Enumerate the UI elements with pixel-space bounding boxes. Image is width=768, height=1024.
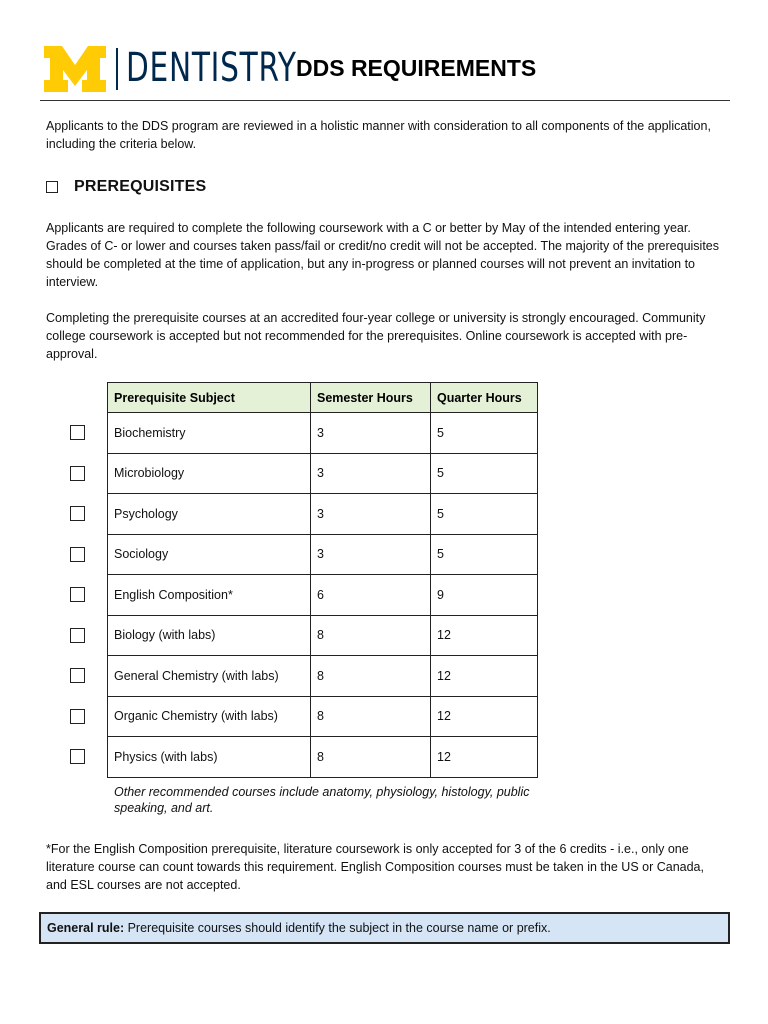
footnote-text: *For the English Composition prerequisite, literature coursework is only accepted for 3 of the 6 credits - i.e., only one literature course can count towards this requirement. English Composition courses must be taken in the US or Canada, and ESL courses are not accepted. <box>46 842 704 892</box>
semester-hours-cell: 3 <box>311 494 431 535</box>
table-row <box>108 737 538 778</box>
semester-hours-cell: 6 <box>311 575 431 616</box>
table-row <box>108 615 538 656</box>
quarter-hours-cell: 9 <box>431 575 538 616</box>
checkbox-general-chemistry[interactable] <box>70 668 85 683</box>
semester-hours-cell: 3 <box>311 534 431 575</box>
table-row <box>108 656 538 697</box>
requirements-paragraph <box>46 219 728 291</box>
table-header-row <box>108 383 538 413</box>
quarter-hours-cell: 5 <box>431 413 538 454</box>
checkbox-organic-chemistry[interactable] <box>70 709 85 724</box>
logo-divider <box>116 48 118 90</box>
rule-text <box>47 921 551 935</box>
quarter-hours-cell: 12 <box>431 615 538 656</box>
rule-label: General rule: <box>47 921 125 935</box>
checkbox-physics[interactable] <box>70 749 85 764</box>
recommended-courses-note: Other recommended courses include anatomy, physiology, histology, public speaking, and art. <box>114 785 530 815</box>
logo-wordmark: DENTISTRY <box>126 45 297 91</box>
section-title: PREREQUISITES <box>74 178 207 195</box>
subject-cell: General Chemistry (with labs) <box>108 656 311 697</box>
checkbox-biology[interactable] <box>70 628 85 643</box>
accreditation-text: Completing the prerequisite courses at an accredited four-year college or university is strongly encouraged. Community college coursework is accepted but not recommended for the prerequisites. Online coursework is accepted with pre-approval. <box>46 311 706 361</box>
table-row <box>108 413 538 454</box>
header-quarter-hours: Quarter Hours <box>431 383 538 413</box>
checkbox-english-composition[interactable] <box>70 587 85 602</box>
subject-cell: Organic Chemistry (with labs) <box>108 696 311 737</box>
quarter-hours-cell: 5 <box>431 534 538 575</box>
quarter-hours-cell: 12 <box>431 696 538 737</box>
subject-cell: English Composition* <box>108 575 311 616</box>
subject-cell: Physics (with labs) <box>108 737 311 778</box>
quarter-hours-cell: 12 <box>431 656 538 697</box>
subject-cell: Sociology <box>108 534 311 575</box>
semester-hours-cell: 3 <box>311 413 431 454</box>
block-m-logo <box>44 46 106 92</box>
semester-hours-cell: 8 <box>311 696 431 737</box>
footnote-paragraph <box>46 840 728 894</box>
page-header <box>40 40 730 101</box>
quarter-hours-cell: 5 <box>431 494 538 535</box>
rule-body: Prerequisite courses should identify the subject in the course name or prefix. <box>124 921 551 935</box>
intro-paragraph <box>46 117 728 153</box>
quarter-hours-cell: 5 <box>431 453 538 494</box>
subject-cell: Biochemistry <box>108 413 311 454</box>
semester-hours-cell: 8 <box>311 615 431 656</box>
section-checkbox[interactable] <box>46 181 58 193</box>
semester-hours-cell: 8 <box>311 737 431 778</box>
semester-hours-cell: 8 <box>311 656 431 697</box>
subject-cell: Psychology <box>108 494 311 535</box>
table-row <box>108 453 538 494</box>
header-subject: Prerequisite Subject <box>108 383 311 413</box>
checkbox-psychology[interactable] <box>70 506 85 521</box>
accreditation-paragraph <box>46 309 728 363</box>
checkbox-sociology[interactable] <box>70 547 85 562</box>
requirements-text: Applicants are required to complete the following coursework with a C or better by May of the intended entering year. Grades of C- or lower and courses taken pass/fail or credit/no credit will not be accepted. The majority of the prerequisites should be completed at the time of application, but any in-progress or planned courses will not prevent an invitation to interview. <box>46 221 720 289</box>
prerequisite-table <box>107 382 538 778</box>
table-row <box>108 534 538 575</box>
table-row <box>108 696 538 737</box>
intro-text: Applicants to the DDS program are reviewed in a holistic manner with consideration to all components of the application, including the criteria below. <box>46 119 711 151</box>
quarter-hours-cell: 12 <box>431 737 538 778</box>
semester-hours-cell: 3 <box>311 453 431 494</box>
checkbox-biochemistry[interactable] <box>70 425 85 440</box>
general-rule-box <box>39 912 730 944</box>
page-title: DDS REQUIREMENTS <box>296 55 537 81</box>
subject-cell: Biology (with labs) <box>108 615 311 656</box>
subject-cell: Microbiology <box>108 453 311 494</box>
table-row <box>108 575 538 616</box>
checkbox-microbiology[interactable] <box>70 466 85 481</box>
header-semester-hours: Semester Hours <box>311 383 431 413</box>
section-prerequisites <box>46 176 206 198</box>
table-row <box>108 494 538 535</box>
